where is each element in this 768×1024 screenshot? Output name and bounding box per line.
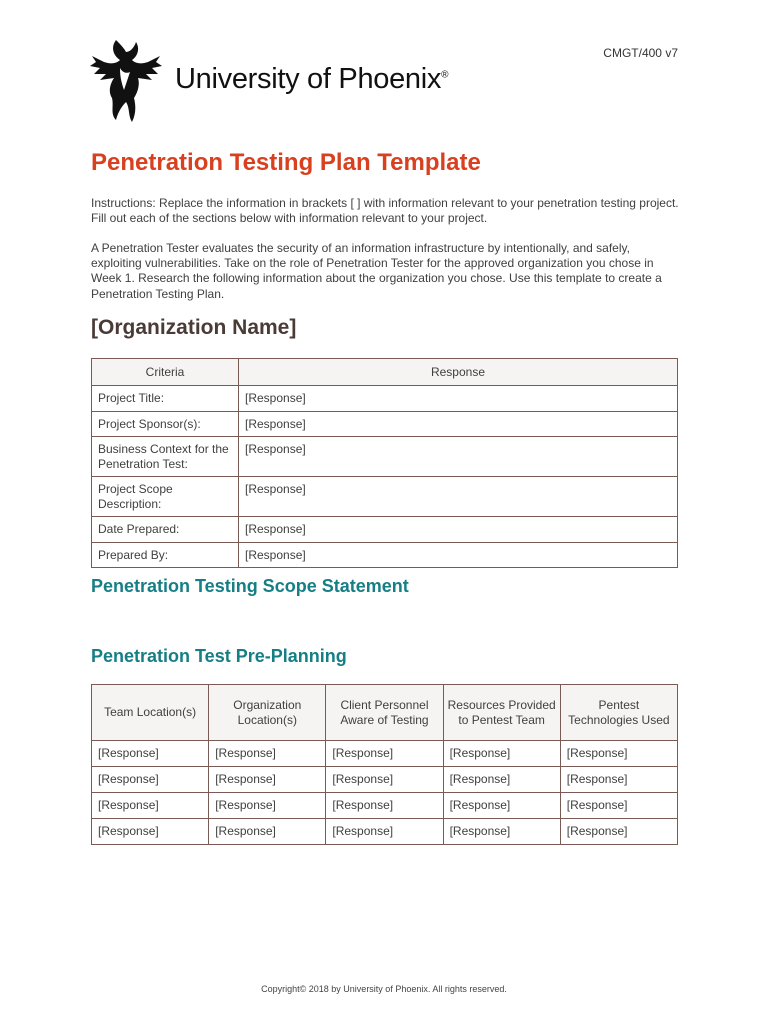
table-row [92, 411, 678, 437]
response-cell[interactable]: [Response] [239, 477, 678, 517]
scope-statement-heading: Penetration Testing Scope Statement [91, 576, 409, 596]
pre-planning-table [91, 684, 678, 845]
table-header-row [92, 359, 678, 386]
response-cell[interactable]: [Response] [209, 819, 326, 845]
response-cell[interactable]: [Response] [443, 767, 560, 793]
criteria-cell: Business Context for the Penetration Test: [92, 437, 239, 477]
organization-name-heading: [Organization Name] [91, 316, 297, 339]
response-cell[interactable]: [Response] [239, 517, 678, 543]
pre-planning-heading: Penetration Test Pre-Planning [91, 646, 347, 666]
criteria-cell: Project Title: [92, 386, 239, 412]
response-cell[interactable]: [Response] [560, 793, 677, 819]
criteria-cell: Project Scope Description: [92, 477, 239, 517]
university-name: University of Phoenix® [175, 62, 449, 95]
table-row [92, 517, 678, 543]
table-row [92, 386, 678, 412]
criteria-cell: Project Sponsor(s): [92, 411, 239, 437]
table-row [92, 793, 678, 819]
university-logo [90, 34, 448, 124]
criteria-cell: Date Prepared: [92, 517, 239, 543]
table-header-row [92, 685, 678, 741]
response-cell[interactable]: [Response] [239, 411, 678, 437]
response-cell[interactable]: [Response] [326, 793, 443, 819]
criteria-cell: Prepared By: [92, 542, 239, 568]
response-cell[interactable]: [Response] [92, 767, 209, 793]
response-cell[interactable]: [Response] [209, 793, 326, 819]
table-row [92, 477, 678, 517]
response-cell[interactable]: [Response] [326, 741, 443, 767]
organization-location-header: Organization Location(s) [209, 685, 326, 741]
table-row [92, 437, 678, 477]
response-cell[interactable]: [Response] [209, 767, 326, 793]
table-row [92, 542, 678, 568]
criteria-table [91, 358, 678, 568]
client-personnel-header: Client Personnel Aware of Testing [326, 685, 443, 741]
response-cell[interactable]: [Response] [560, 741, 677, 767]
table-row [92, 767, 678, 793]
response-cell[interactable]: [Response] [239, 542, 678, 568]
response-cell[interactable]: [Response] [209, 741, 326, 767]
pentest-technologies-header: Pentest Technologies Used [560, 685, 677, 741]
page-title: Penetration Testing Plan Template [91, 149, 481, 176]
response-cell[interactable]: [Response] [239, 437, 678, 477]
response-cell[interactable]: [Response] [326, 767, 443, 793]
response-cell[interactable]: [Response] [92, 793, 209, 819]
table-row [92, 819, 678, 845]
instructions-text: Instructions: Replace the information in brackets [ ] with information relevant to your penetration testing project. Fill out each of the sections below with information relevant to your project. [91, 196, 679, 226]
response-cell[interactable]: [Response] [239, 386, 678, 412]
response-cell[interactable]: [Response] [443, 793, 560, 819]
response-column-header: Response [239, 359, 678, 386]
team-location-header: Team Location(s) [92, 685, 209, 741]
response-cell[interactable]: [Response] [92, 819, 209, 845]
intro-text: A Penetration Tester evaluates the security of an information infrastructure by intentionally, and safely, exploiting vulnerabilities. Take on the role of Penetration Tester for the approved organization you chose in Week 1. Research the following information about the organization you chose. Use this template to create a Penetration Testing Plan. [91, 241, 662, 301]
response-cell[interactable]: [Response] [92, 741, 209, 767]
response-cell[interactable]: [Response] [326, 819, 443, 845]
response-cell[interactable]: [Response] [443, 741, 560, 767]
response-cell[interactable]: [Response] [443, 819, 560, 845]
response-cell[interactable]: [Response] [560, 819, 677, 845]
course-code: CMGT/400 v7 [603, 46, 678, 60]
criteria-column-header: Criteria [92, 359, 239, 386]
table-row [92, 741, 678, 767]
phoenix-bird-icon [90, 34, 170, 124]
resources-provided-header: Resources Provided to Pentest Team [443, 685, 560, 741]
copyright-footer: Copyright© 2018 by University of Phoenix. All rights reserved. [261, 984, 507, 994]
response-cell[interactable]: [Response] [560, 767, 677, 793]
